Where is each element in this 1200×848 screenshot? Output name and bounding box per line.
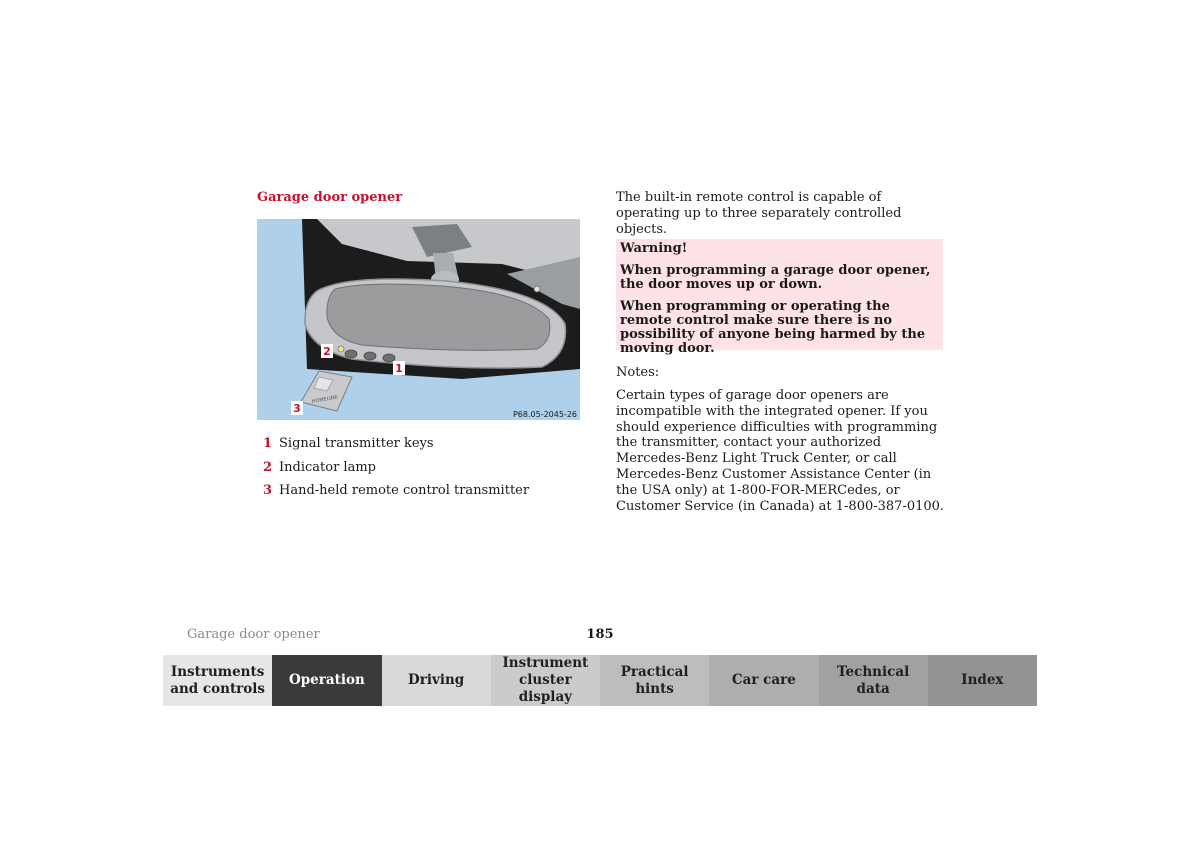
tab-instrument-cluster-display[interactable]: Instrument cluster display <box>491 655 600 706</box>
caption-item <box>263 436 529 460</box>
tab-practical-hints[interactable]: Practical hints <box>600 655 709 706</box>
caption-item <box>263 483 529 507</box>
callout-3: 3 <box>293 402 301 415</box>
sensor-dot <box>534 286 540 292</box>
warning-box <box>616 239 943 356</box>
callout-2: 2 <box>323 345 331 358</box>
rearview-mirror-illustration <box>257 219 580 420</box>
tab-instruments-and-controls[interactable]: Instruments and controls <box>163 655 272 706</box>
transmitter-key-3 <box>383 354 395 362</box>
callout-1: 1 <box>395 362 403 375</box>
page-number: 185 <box>586 627 614 642</box>
tab-operation[interactable]: Operation <box>272 655 381 706</box>
figure-caption-list <box>263 436 529 507</box>
caption-number: 1 <box>263 436 273 451</box>
caption-text: Signal transmitter keys <box>279 436 434 451</box>
indicator-lamp <box>338 346 344 352</box>
transmitter-label: HOMELINK <box>311 394 339 405</box>
caption-item <box>263 460 529 484</box>
tab-technical-data[interactable]: Technical data <box>819 655 928 706</box>
transmitter-key-2 <box>364 352 376 360</box>
intro-paragraph: The built-in remote control is capable of operating up to three separately controlled objects. <box>616 190 902 237</box>
tab-driving[interactable]: Driving <box>382 655 491 706</box>
tab-car-care[interactable]: Car care <box>709 655 818 706</box>
caption-text: Indicator lamp <box>279 459 376 475</box>
section-title: Garage door opener <box>257 190 403 205</box>
notes-label: Notes: <box>616 365 660 380</box>
warning-title: Warning! <box>620 241 688 256</box>
image-code: P68.05-2045-26 <box>512 410 577 419</box>
tab-index[interactable]: Index <box>928 655 1037 706</box>
warning-paragraph: When programming or operating the remote control make sure there is no possibility of anyone being harmed by the moving door. <box>620 299 926 356</box>
transmitter-key-1 <box>345 350 357 358</box>
caption-number: 2 <box>263 459 273 475</box>
chapter-nav <box>163 655 1037 706</box>
caption-number: 3 <box>263 483 273 498</box>
warning-paragraph: When programming a garage door opener, the door moves up or down. <box>620 263 931 292</box>
caption-text: Hand-held remote control transmitter <box>279 483 530 498</box>
mirror-drawing <box>257 219 580 420</box>
footer-section-name: Garage door opener <box>187 627 320 642</box>
notes-paragraph: Certain types of garage door openers are incompatible with the integrated opener. If you should experience difficulties with programming the transmitter, contact your authorized Mercedes-Benz Light Truck Center, or call Mercedes-Benz Customer Assistance Center (in the USA only) at 1-800-FOR-MERCedes, or Customer Service (in Canada) at 1-800-387-0100. <box>616 388 945 514</box>
